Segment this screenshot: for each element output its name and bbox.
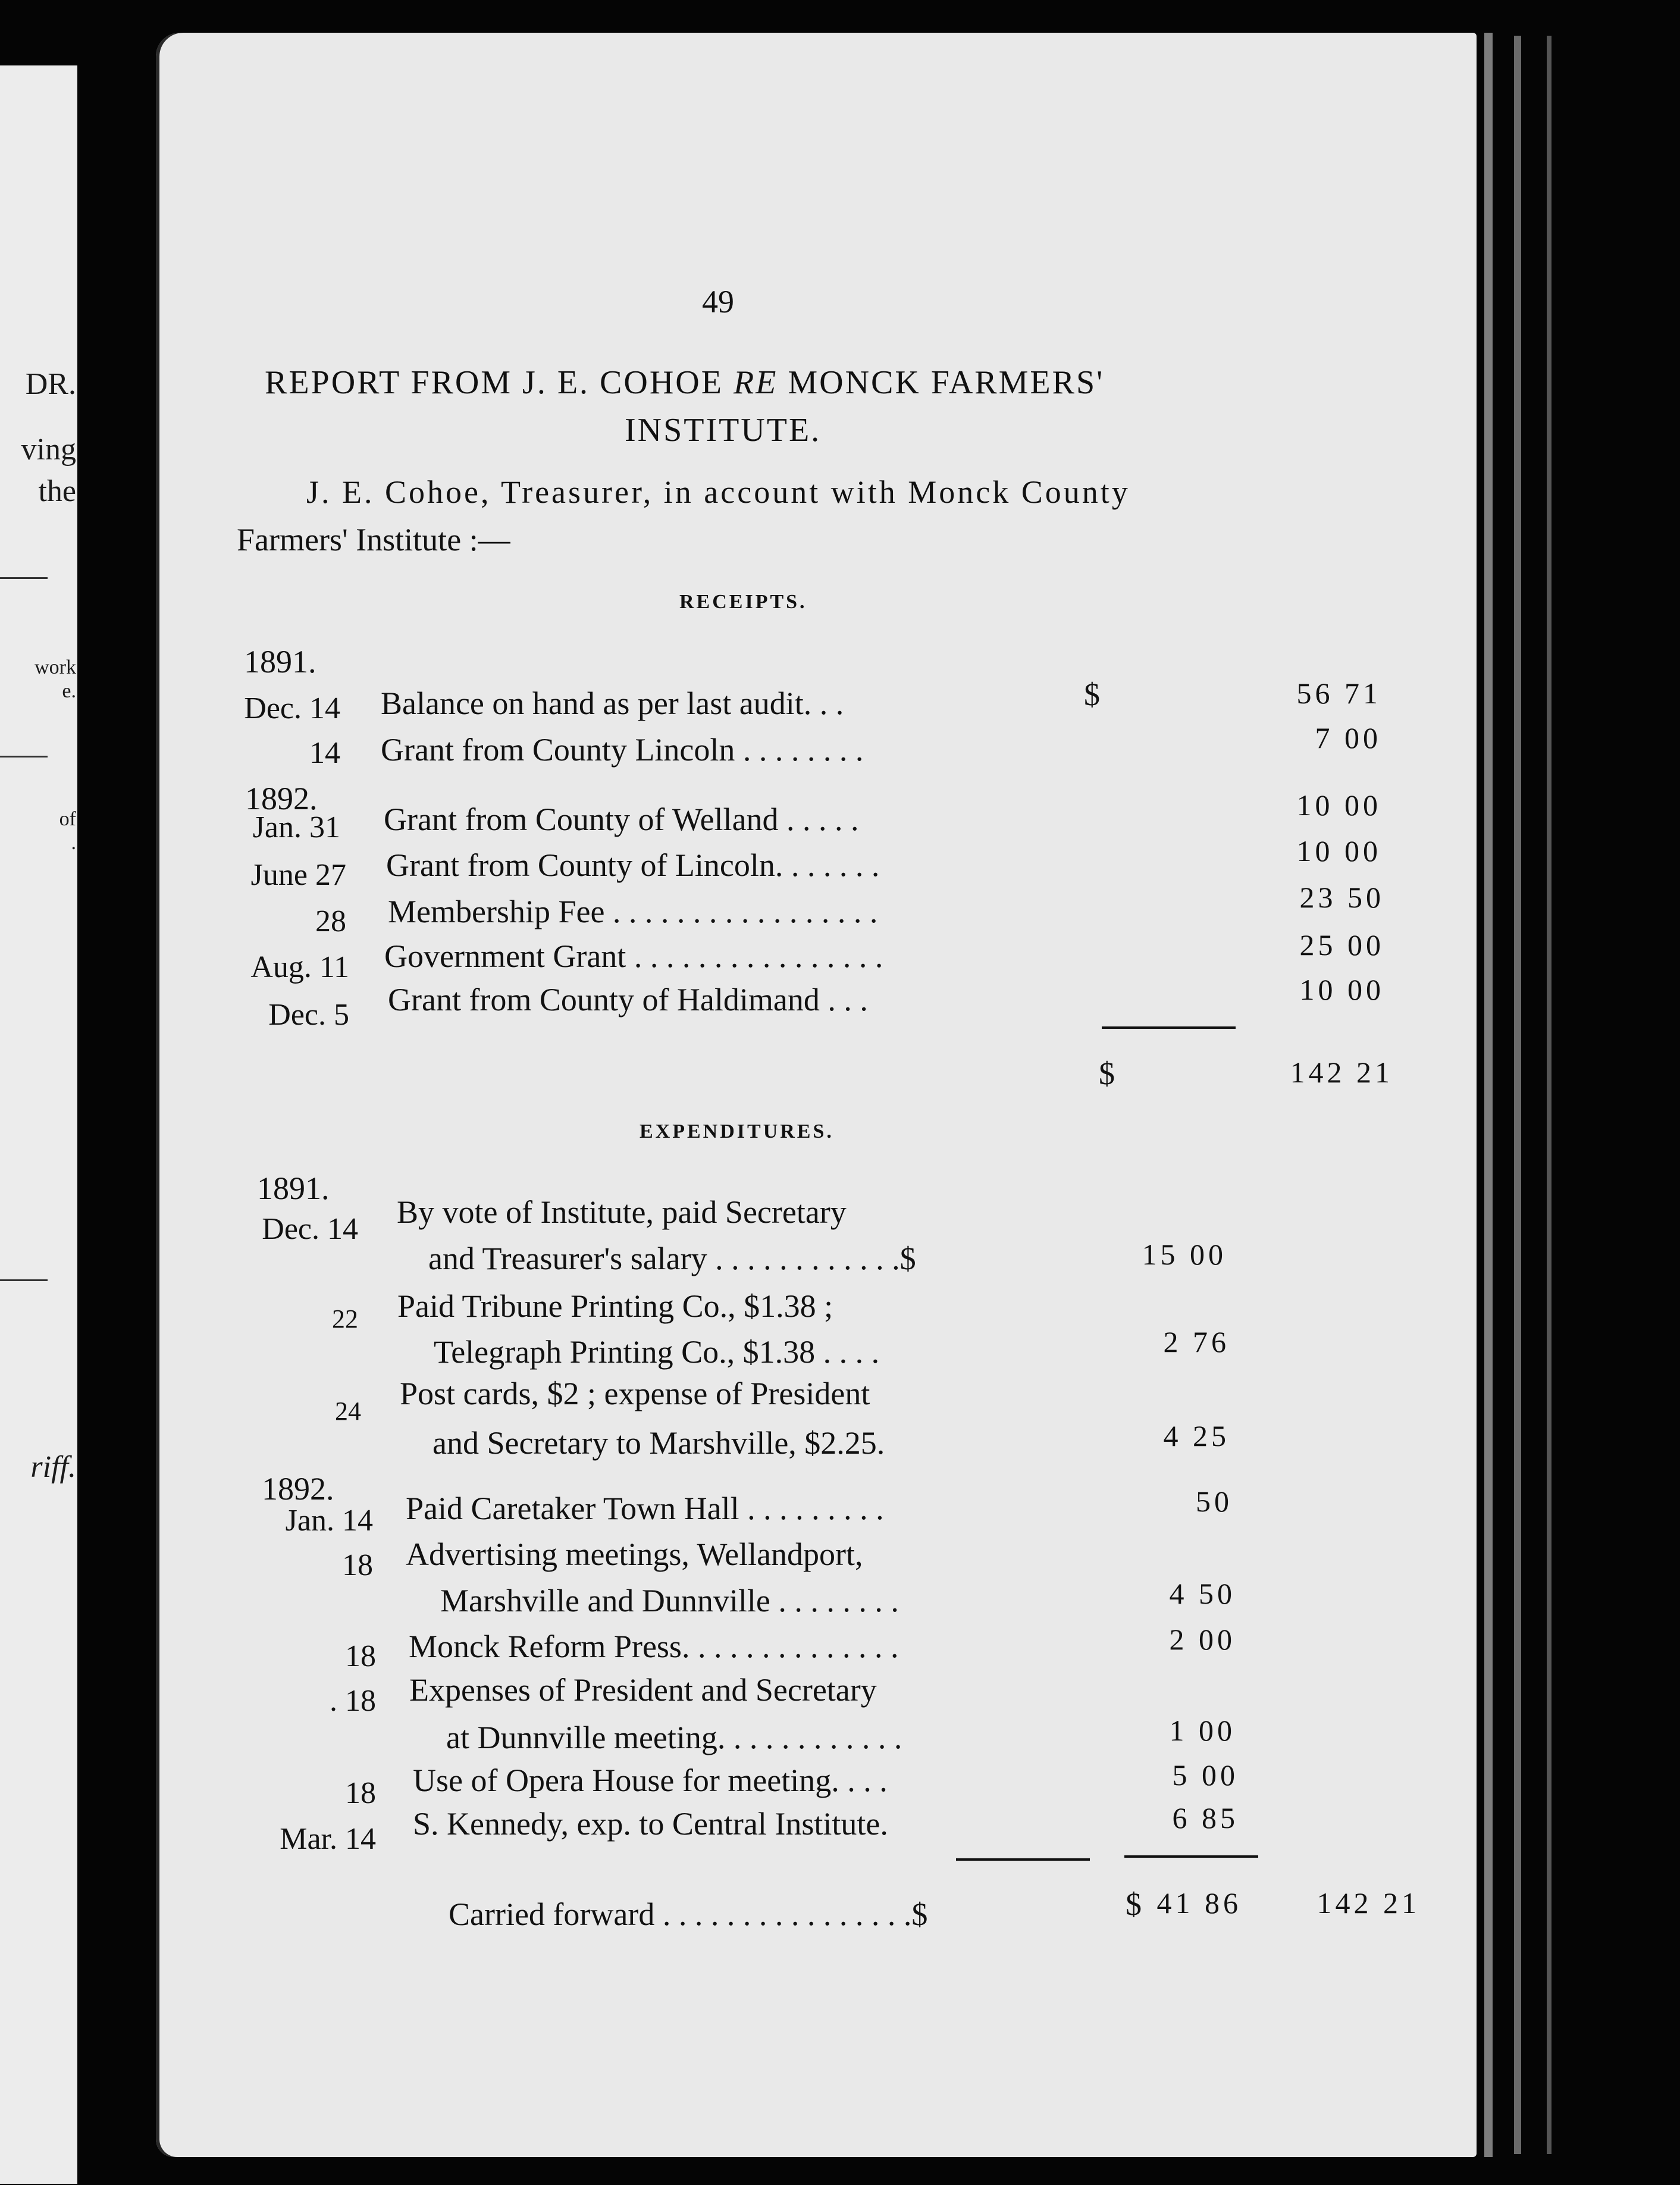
receipt-description: Grant from County of Lincoln. . . . . . .	[386, 847, 880, 883]
expenditure-date: Dec. 14	[262, 1212, 358, 1246]
expenditure-description-cont: and Treasurer's salary . . . . . . . . . . . .$	[428, 1241, 916, 1276]
report-title-line2: INSTITUTE.	[625, 412, 822, 449]
expenditure-date: 22	[332, 1304, 358, 1333]
left-page-fragment: work	[35, 656, 76, 678]
carried-forward-dollar-sign: $	[1126, 1886, 1142, 1922]
expenditure-description: Paid Tribune Printing Co., $1.38 ;	[397, 1288, 833, 1324]
left-page-fragment: of	[59, 808, 76, 830]
expenditure-date: Mar. 14	[280, 1822, 376, 1856]
receipt-description: Grant from County Lincoln . . . . . . . .	[381, 732, 864, 768]
expenditure-amount: 1 00	[1169, 1714, 1236, 1747]
receipt-date: Jan. 31	[252, 810, 340, 844]
receipts-total: 142 21	[1290, 1056, 1393, 1089]
expenditure-description: S. Kennedy, exp. to Central Institute.	[413, 1806, 888, 1842]
intro-line2: Farmers' Institute :—	[237, 522, 510, 558]
expenditure-date: . 18	[330, 1684, 376, 1718]
receipts-year-1892: 1892.	[245, 781, 318, 816]
receipts-year-1891: 1891.	[244, 644, 316, 680]
left-page-fragment: .	[71, 832, 76, 854]
expenditure-amount: 4 50	[1169, 1577, 1236, 1610]
expenditure-description: Post cards, $2 ; expense of President	[400, 1376, 870, 1411]
expenditure-description-cont: Marshville and Dunnville . . . . . . . .	[440, 1583, 899, 1619]
expenditure-date: 18	[342, 1548, 373, 1582]
expenditure-amount: 4 25	[1163, 1419, 1230, 1453]
title-re: RE	[733, 364, 778, 401]
receipt-date: Dec. 14	[244, 691, 340, 725]
expenditure-description-cont: at Dunnville meeting. . . . . . . . . . . .	[446, 1720, 902, 1755]
expenditure-description: Monck Reform Press. . . . . . . . . . . . . .	[409, 1629, 899, 1664]
expenditure-amount: 15 00	[1142, 1238, 1227, 1271]
book-edge	[1547, 36, 1552, 2154]
receipts-carried-rule	[1124, 1855, 1258, 1858]
expenditure-description: Paid Caretaker Town Hall . . . . . . . . .	[406, 1491, 884, 1526]
document-page	[156, 33, 1477, 2157]
receipt-description: Government Grant . . . . . . . . . . . . . . . .	[384, 938, 883, 974]
receipt-amount: 25 00	[1299, 928, 1384, 962]
expenditure-description-cont: and Secretary to Marshville, $2.25.	[432, 1425, 885, 1461]
receipts-total-dollar-sign: $	[1099, 1056, 1115, 1091]
expenditures-year-1892: 1892.	[262, 1471, 334, 1507]
expenditures-subtotal-rule	[956, 1858, 1090, 1861]
title-part: REPORT FROM J. E. COHOE	[265, 364, 734, 401]
expenditure-date: 18	[345, 1639, 376, 1673]
expenditure-date: 24	[335, 1397, 361, 1426]
book-edge	[1514, 36, 1521, 2154]
book-edge	[1484, 33, 1493, 2157]
expenditure-description-cont: Telegraph Printing Co., $1.38 . . . .	[434, 1334, 880, 1370]
receipt-amount: 56 71	[1296, 677, 1381, 710]
receipt-dollar-sign: $	[1084, 677, 1100, 712]
left-page-fragment: e.	[62, 680, 76, 702]
expenditure-amount: 50	[1196, 1485, 1233, 1518]
expenditure-description: Use of Opera House for meeting. . . .	[413, 1763, 888, 1798]
receipt-date: 28	[315, 904, 346, 938]
expenditure-amount: 6 85	[1172, 1801, 1239, 1835]
receipts-heading: RECEIPTS.	[679, 591, 807, 613]
left-page-rule	[0, 577, 48, 579]
expenditures-heading: EXPENDITURES.	[640, 1120, 834, 1142]
receipt-date: Aug. 11	[250, 950, 349, 984]
left-page-fragment: riff.	[30, 1450, 76, 1484]
left-page-rule	[0, 1279, 48, 1281]
receipt-amount: 7 00	[1315, 721, 1381, 755]
left-page-fragment: ving	[21, 433, 76, 467]
left-page-rule	[0, 756, 48, 757]
report-title-line1	[265, 366, 1104, 399]
expenditure-date: Jan. 14	[285, 1504, 373, 1538]
receipt-description: Balance on hand as per last audit. . .	[381, 685, 844, 721]
intro-line1: J. E. Cohoe, Treasurer, in account with Monck County	[306, 474, 1130, 510]
page-number: 49	[702, 284, 734, 320]
left-page-fragment: DR.	[25, 367, 76, 401]
carried-forward-total: 142 21	[1317, 1886, 1420, 1920]
expenditure-description: Advertising meetings, Wellandport,	[406, 1536, 863, 1572]
expenditure-amount: 5 00	[1172, 1758, 1239, 1792]
receipt-description: Grant from County of Welland . . . . .	[384, 802, 859, 837]
carried-forward-label: Carried forward . . . . . . . . . . . . . . . .$	[449, 1896, 928, 1932]
title-part: MONCK FARMERS'	[778, 364, 1105, 401]
expenditure-date: 18	[345, 1776, 376, 1810]
receipt-amount: 10 00	[1296, 788, 1381, 822]
receipt-date: June 27	[250, 858, 346, 892]
expenditure-amount: 2 76	[1163, 1325, 1230, 1358]
receipt-amount: 10 00	[1299, 973, 1384, 1006]
receipt-description: Membership Fee . . . . . . . . . . . . . . . . .	[388, 894, 878, 929]
receipt-amount: 10 00	[1296, 834, 1381, 868]
expenditure-amount: 2 00	[1169, 1623, 1236, 1656]
receipt-description: Grant from County of Haldimand . . .	[388, 982, 868, 1018]
expenditure-description: By vote of Institute, paid Secretary	[397, 1194, 847, 1230]
receipt-amount: 23 50	[1299, 881, 1384, 914]
receipts-total-rule	[1102, 1026, 1236, 1029]
left-page-fragment: the	[38, 474, 76, 508]
receipt-date: 14	[309, 736, 340, 770]
carried-forward-amount: 41 86	[1156, 1886, 1242, 1920]
expenditures-year-1891: 1891.	[257, 1170, 330, 1206]
expenditure-description: Expenses of President and Secretary	[409, 1672, 877, 1708]
left-facing-page	[0, 65, 77, 2184]
receipt-date: Dec. 5	[268, 998, 349, 1032]
